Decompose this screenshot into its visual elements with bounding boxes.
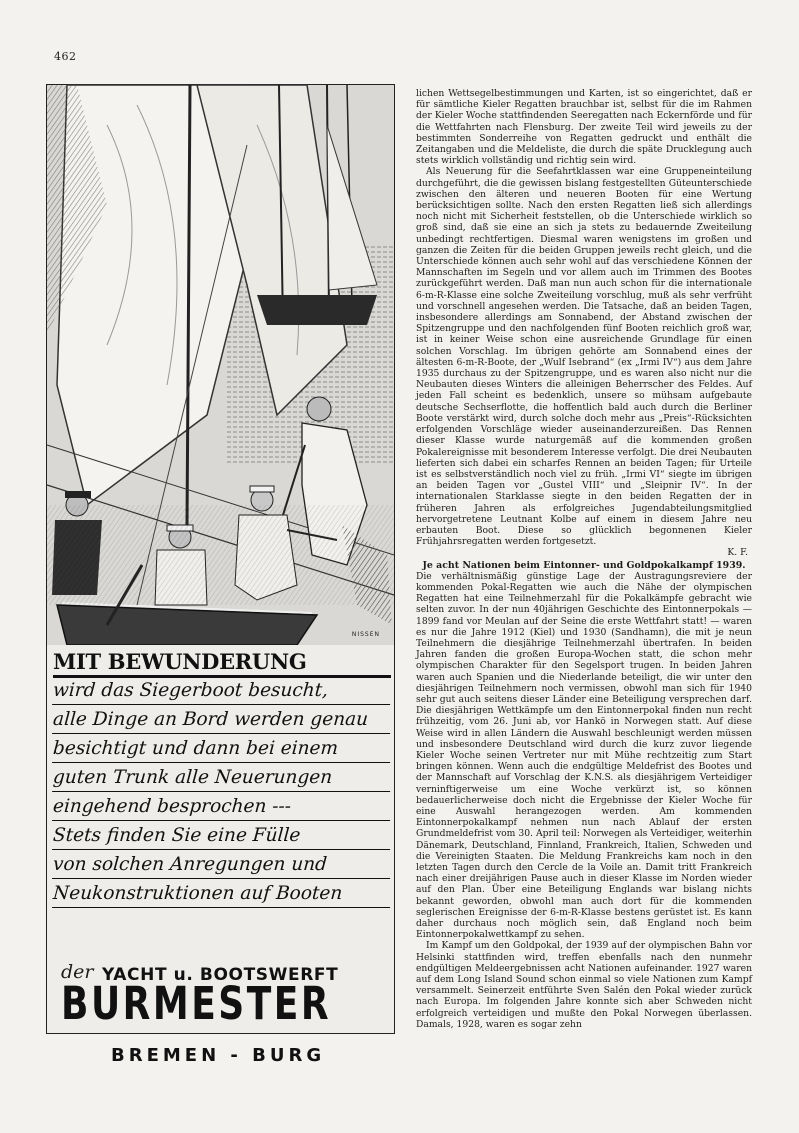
ad-line: besichtigt und dann bei einem — [52, 736, 392, 763]
article-signature: K. F. — [727, 547, 748, 559]
ad-city: BREMEN - BURG — [111, 1045, 326, 1066]
ad-der: der — [61, 961, 94, 983]
article-paragraph: Als Neuerung für die Seefahrtklassen war eine Gruppeneinteilung durchgeführt, die die gewissen bislang festgestellten Güteunterschiede zwischen den älteren und neueren Booten für eine Wertung berücksichtigen sollte. Nach den ersten Regatten ließ sich allerdings noch nicht mit Sicherheit feststellen, ob die Unterschiede wirklich so groß sind, daß sie eine an sich ja stets zu bedauernde Zweiteilung unbedingt rechtfertigen. Diesmal waren wenigstens im großen und ganzen die Zeiten für die beiden Gruppen jeweils recht gleich, und die Unterschiede können auch sehr wohl auf das verschiedene Können der Mannschaften im Segeln und vor allem auch im Trimmen des Bootes zurückgeführt werden. Daß man nun auch schon für die internationale 6-m-R-Klasse eine solche Zweiteilung vorschlug, muß als sehr verfrüht und vorschnell angesehen werden. Die Tatsache, daß an beiden Tagen, insbesondere allerdings am Sonnabend, der Abstand zwischen der Spitzengruppe und den nachfolgenden fünf Booten reichlich groß war, ist in keiner Weise schon eine ausreichende Grundlage für einen solchen Vorschlag. Im übrigen gehörte am Sonnabend eines der ältesten 6-m-R-Boote, der „Wulf Isebrand“ (ex „Irmi IV“) aus dem Jahre 1935 durchaus zu der Spitzengruppe, und es waren also nicht nur die Neubauten dieses Winters die alleinigen Beherrscher des Feldes. Auf jeden Fall scheint es bedenklich, unsere so mühsam aufgebaute deutsche Sechserflotte, die hoffentlich bald auch durch die Berliner Boote verstärkt wird, durch solche doch mehr aus „Preis“-Rücksichten erfolgenden Vorschläge wieder auseinanderzureißen. Das Rennen dieser Klasse wurde naturgemäß auf die kommenden großen Pokalereignisse mit besonderem Interesse verfolgt. Die drei Neubauten lieferten sich dabei ein scharfes Rennen an beiden Tagen; für Urteile ist es selbstverständlich noch viel zu früh. „Irmi VI“ siegte im übrigen an beiden Tagen vor „Gustel VIII“ und „Sleipnir IV“. In der internationalen Starklasse siegte in den beiden Regatten der in früheren Jahren als erfolgreiches Jugendabteilungsmitglied hervorgetretene Leutnant Kolbe auf einem in diesem Jahre neu erbauten Boot. Diese so glücklich begonnenen Kieler Frühjahrsregatten werden fortgesetzt. — [416, 166, 752, 548]
article-paragraph: Im Kampf um den Goldpokal, der 1939 auf der olympischen Bahn vor Helsinki stattfinden wird, treffen ebenfalls nach den nunmehr endgültigen Meldeergebnissen acht Nationen aufeinander. 1927 waren auf dem Long Island Sound schon einmal so viele Nationen zum Kampf versammelt. Seinerzeit entführte Sven Salén den Pokal wieder zurück nach Europa. Im folgenden Jahre konnte sich aber Schweden nicht erfolgreich verteidigen und mußte den Pokal Norwegen überlassen. Damals, 1928, waren es sogar zehn — [416, 940, 752, 1030]
article-column — [416, 88, 752, 1030]
article-paragraph: Die verhältnismäßig günstige Lage der Austragungsreviere der kommenden Pokal-Regatten wie auch die Nähe der olympischen Regatten hat eine Teilnehmerzahl für die Pokalkämpfe gebracht wie selten zuvor. In der nun 40jährigen Geschichte des Eintonnerpokals — 1899 fand vor Meulan auf der Seine die erste Wettfahrt statt! — waren es nur die Jahre 1912 (Kiel) und 1930 (Sandhamn), die mit je neun Teilnehmern die diesjährige Teilnehmerzahl übertrafen. In beiden Jahren fanden die großen Europa-Wochen statt, die schon mehr olympischen Charakter für den Segelsport trugen. In beiden Jahren waren auch Spanien und die Niederlande beteiligt, die wir unter den diesjährigen Teilnehmern noch vermissen, obwohl man sich für 1940 sehr gut auch seitens dieser Länder eine Beteiligung versprechen darf. Die diesjährigen Wettkämpfe um den Eintonnerpokal finden nun recht frühzeitig, vom 26. Juni ab, vor Hankö in Norwegen statt. Auf diese Weise wird in allen Ländern die Auswahl beschleunigt werden müssen und insbesondere Deutschland wird durch die kurz zuvor liegende Kieler Woche seinen Vertreter nur mit Mühe rechtzeitig zum Start bringen können. Wenn auch die endgültige Meldefrist des Bootes und der Mannschaft auf Vorschlag der K.N.S. als diesjährigem Verteidiger verninftigerweise um eine Woche verkürzt ist, so können bedauerlicherweise doch nicht die Ergebnisse der Kieler Woche für eine Auswahl herangezogen werden. Am kommenden Eintonnerpokalkampf nehmen nun nach Ablauf der ersten Grundmeldefrist vom 30. April teil: Norwegen als Verteidiger, weiterhin Dänemark, Deutschland, Finnland, Frankreich, Italien, Schweden und die Vereinigten Staaten. Die Meldung Frankreichs kam noch in den letzten Tagen durch den Cercle de la Voile an. Damit tritt Frankreich nach einer dreijährigen Pause auch in dieser Klasse im Norden wieder auf den Plan. Über eine Beteiligung Englands war bislang nichts bekannt geworden, obwohl man auch dort für die kommenden seglerischen Ereignisse der 6-m-R-Klasse bestens gerüstet ist. Es kann daher durchaus noch möglich sein, daß England noch beim Eintonnerpokalwettkampf zu sehen. — [416, 570, 752, 941]
ad-line: Neukonstruktionen auf Booten — [52, 881, 392, 908]
ad-illustration — [47, 85, 394, 645]
ad-line: von solchen Anregungen und — [52, 852, 392, 879]
ad-company-line: YACHT u. BOOTSWERFT — [102, 965, 339, 985]
ad-headline: MIT BEWUNDERUNG — [53, 649, 391, 678]
distant-boat — [257, 295, 377, 325]
ad-brand-name: BURMESTER — [61, 979, 332, 1031]
ad-line: guten Trunk alle Neuerungen — [52, 765, 392, 792]
ad-line: eingehend besprochen --- — [52, 794, 392, 821]
artist-signature: NISSEN — [351, 631, 380, 638]
ad-line: Stets finden Sie eine Fülle — [52, 823, 392, 850]
section-heading: Je acht Nationen beim Eintonner- und Goldpokalkampf 1939. — [422, 559, 746, 571]
ad-copy — [47, 645, 394, 1066]
sailing-scene-illustration — [47, 85, 394, 645]
ad-line: wird das Siegerboot besucht, — [52, 678, 392, 705]
advertisement — [46, 84, 395, 1066]
page-number: 462 — [54, 50, 77, 63]
article-paragraph: lichen Wettsegelbestimmungen und Karten, ist so eingerichtet, daß er für sämtliche Kieler Regatten brauchbar ist, selbst für die im Rahmen der Kieler Woche stattfindenden Seeregatten nach Eckernförde und für die Wettfahrten nach Flensburg. Der zweite Teil wird jeweils zu der bestimmten Sonderreihe von Regatten gedruckt und enthält die Zeitangaben und die Meldeliste, die durch die späte Drucklegung auch stets wirklich vollständig und richtig sein wird. — [416, 88, 752, 167]
ad-line: alle Dinge an Bord werden genau — [52, 707, 392, 734]
